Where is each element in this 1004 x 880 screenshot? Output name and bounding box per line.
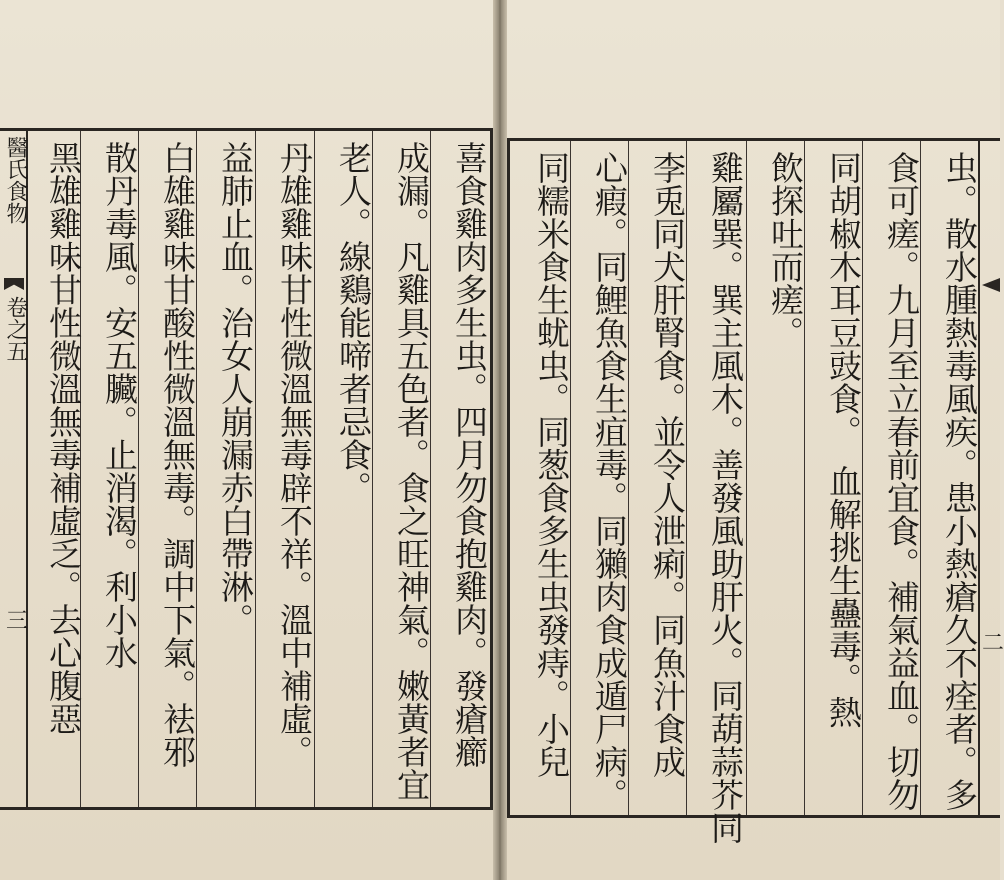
left-text-frame [0,128,493,810]
right-banxin-edge [978,138,1002,818]
text-column: 虫。散水腫熱毒風疾。患小熱瘡久不痊者。多 [940,151,979,811]
text-column: 李兎同犬肝腎食。並令人泄痢。同魚汁食成 [648,151,687,778]
text-column: 丹雄雞味甘性微溫無毒辟不祥。溫中補虛。 [275,141,314,768]
page-number: 三 [6,609,29,634]
text-column: 白雄雞味甘酸性微溫無毒。調中下氣。袪邪 [158,141,197,768]
text-column: 成漏。凡雞具五色者。食之旺神氣。嫩黃者宜 [392,141,431,801]
column-rule [314,131,315,807]
text-column: 食可瘥。九月至立春前宜食。補氣益血。切勿 [882,151,921,811]
column-rule [255,131,256,807]
text-column: 同糯米食生蚘虫。同葱食多生虫發痔。小兒 [532,151,571,778]
book-title: 醫氏食物 [3,136,28,224]
fish-tail-icon [982,278,1000,292]
text-column: 黑雄雞味甘性微溫無毒補虛乏。去心腹惡 [44,141,83,735]
page-number: 二 [982,631,1004,656]
fish-tail-icon [4,278,24,290]
banxin-fold-column [0,128,28,810]
text-column: 益肺止血。治女人崩漏赤白帶淋。 [216,141,255,636]
column-rule [746,141,747,815]
text-column: 喜食雞肉多生虫。四月勿食抱雞肉。發瘡癤 [450,141,489,768]
text-column: 老人。線鷄能啼者忌食。 [334,141,373,504]
text-column: 心瘕。同鯉魚食生疽毒。同獺肉食成遁尸病。 [590,151,629,811]
text-column: 散丹毒風。安五臟。止消渴。利小水 [100,141,139,669]
text-column: 飲探吐而瘥。 [766,151,805,349]
right-text-frame [507,138,1000,844]
text-column: 雞屬巽。巽主風木。善發風助肝火。同葫蒜芥同 [706,151,745,844]
text-column: 同胡椒木耳豆豉食。 血解挑生蠱毒。熱 [824,151,863,729]
book-gutter [493,0,507,880]
volume-label: 卷之五 [3,296,28,362]
